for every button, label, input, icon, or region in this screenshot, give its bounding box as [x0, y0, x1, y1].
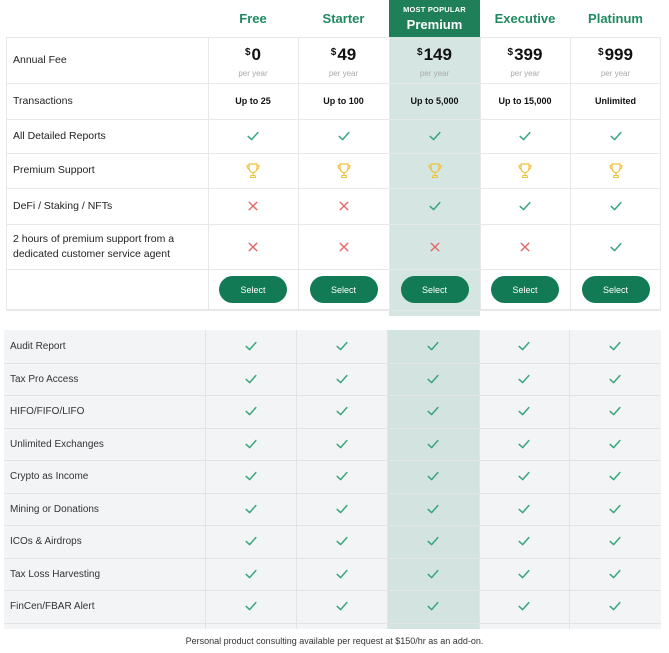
price-amount: 999 — [604, 45, 633, 64]
check-icon — [296, 363, 387, 396]
check-icon — [296, 558, 387, 591]
select-cell — [480, 269, 570, 310]
currency-symbol: $ — [417, 47, 423, 58]
check-icon — [480, 188, 570, 224]
plan-name: Platinum — [588, 11, 643, 26]
price-amount: 149 — [423, 45, 452, 64]
check-icon — [479, 525, 569, 558]
cross-icon — [208, 224, 298, 269]
select-cell — [298, 269, 389, 310]
price-period: per year — [600, 69, 631, 78]
check-icon — [569, 460, 661, 493]
check-icon — [570, 188, 661, 224]
row-divider — [4, 623, 661, 624]
trophy-icon — [298, 153, 389, 188]
feature-label: HIFO/FIFO/LIFO — [10, 405, 85, 417]
plan-header-starter — [298, 0, 389, 37]
check-icon — [479, 330, 569, 363]
check-icon — [205, 558, 296, 591]
check-icon — [205, 330, 296, 363]
select-cell — [570, 269, 661, 310]
trophy-icon — [208, 153, 298, 188]
check-icon — [205, 525, 296, 558]
plan-name: Executive — [494, 11, 556, 26]
annual-fee-cell — [389, 40, 480, 83]
check-icon — [569, 525, 661, 558]
check-icon — [569, 330, 661, 363]
footer-note: Personal product consulting available per request at $150/hr as an add-on. — [185, 636, 484, 646]
transactions-value: Up to 25 — [235, 96, 271, 106]
check-icon — [387, 558, 479, 591]
feature-label: Unlimited Exchanges — [10, 438, 104, 450]
check-icon — [296, 460, 387, 493]
check-icon — [479, 493, 569, 526]
check-icon — [569, 590, 661, 623]
currency-symbol: $ — [244, 47, 251, 58]
trophy-icon — [480, 153, 570, 188]
price-amount: 0 — [251, 45, 262, 64]
plan-header-platinum — [570, 0, 661, 37]
check-icon — [570, 119, 661, 153]
transactions-value: Unlimited — [594, 96, 636, 106]
feature-label: Tax Loss Harvesting — [10, 568, 101, 580]
cross-icon — [298, 188, 389, 224]
check-icon — [387, 428, 479, 461]
cross-icon — [480, 224, 570, 269]
check-icon — [296, 525, 387, 558]
plan-header-free — [208, 0, 298, 37]
check-icon — [569, 558, 661, 591]
feature-label: Audit Report — [10, 340, 66, 352]
price-period: per year — [328, 69, 359, 78]
price-period: per year — [419, 69, 450, 78]
currency-symbol: $ — [330, 47, 337, 58]
check-icon — [296, 428, 387, 461]
select-platinum-button[interactable]: Select — [582, 276, 650, 303]
price-amount: 399 — [514, 45, 543, 64]
check-icon — [296, 493, 387, 526]
price — [417, 45, 452, 65]
check-icon — [479, 363, 569, 396]
transactions-cell — [570, 83, 661, 119]
check-icon — [569, 395, 661, 428]
row-label-hours-support: 2 hours of premium support from a dedicated customer service agent — [13, 232, 175, 260]
check-icon — [387, 363, 479, 396]
select-starter-button[interactable]: Select — [310, 276, 378, 303]
price-period: per year — [510, 69, 540, 78]
feature-label: Crypto as Income — [10, 470, 89, 482]
check-icon — [569, 428, 661, 461]
transactions-value: Up to 100 — [323, 96, 364, 106]
check-icon — [205, 428, 296, 461]
row-label-transactions: Transactions — [13, 94, 73, 107]
row-divider — [6, 310, 661, 311]
feature-label: ICOs & Airdrops — [10, 535, 82, 547]
select-cell — [389, 269, 480, 310]
check-icon — [479, 590, 569, 623]
plan-name: Starter — [322, 11, 365, 26]
check-icon — [480, 119, 570, 153]
plan-header-premium — [389, 0, 480, 37]
row-label-reports: All Detailed Reports — [13, 129, 106, 142]
check-icon — [387, 395, 479, 428]
select-executive-button[interactable]: Select — [491, 276, 559, 303]
check-icon — [387, 330, 479, 363]
transactions-cell — [389, 83, 480, 119]
price-amount: 49 — [337, 45, 357, 64]
check-icon — [205, 363, 296, 396]
transactions-cell — [480, 83, 570, 119]
check-icon — [205, 460, 296, 493]
feature-label: Tax Pro Access — [10, 373, 79, 385]
check-icon — [479, 395, 569, 428]
cross-icon — [298, 224, 389, 269]
check-icon — [296, 590, 387, 623]
feature-label: FinCen/FBAR Alert — [10, 600, 95, 612]
check-icon — [569, 493, 661, 526]
transactions-value: Up to 5,000 — [410, 96, 459, 106]
price — [331, 45, 356, 65]
transactions-value: Up to 15,000 — [498, 96, 552, 106]
cross-icon — [389, 224, 480, 269]
annual-fee-cell — [480, 40, 570, 83]
price — [598, 45, 633, 65]
plan-header-executive — [480, 0, 570, 37]
cross-icon — [208, 188, 298, 224]
row-label-premium-support: Premium Support — [13, 164, 95, 176]
trophy-icon — [570, 153, 661, 188]
currency-symbol: $ — [598, 47, 604, 58]
check-icon — [205, 590, 296, 623]
price — [245, 45, 261, 65]
transactions-cell — [298, 83, 389, 119]
row-label-annual-fee: Annual Fee — [13, 53, 67, 66]
transactions-cell — [208, 83, 298, 119]
check-icon — [387, 525, 479, 558]
check-icon — [205, 493, 296, 526]
trophy-icon — [389, 153, 480, 188]
price — [508, 45, 543, 65]
row-label-defi: DeFi / Staking / NFTs — [13, 199, 113, 212]
select-premium-button[interactable]: Select — [401, 276, 469, 303]
select-free-button[interactable]: Select — [219, 276, 287, 303]
check-icon — [296, 330, 387, 363]
check-icon — [389, 188, 480, 224]
feature-label: Mining or Donations — [10, 503, 99, 515]
check-icon — [389, 119, 480, 153]
check-icon — [208, 119, 298, 153]
check-icon — [387, 493, 479, 526]
plan-name: Premium — [406, 17, 463, 32]
annual-fee-cell — [298, 40, 389, 83]
select-cell — [208, 269, 298, 310]
check-icon — [387, 590, 479, 623]
most-popular-badge: MOST POPULAR — [403, 5, 466, 14]
check-icon — [298, 119, 389, 153]
check-icon — [479, 558, 569, 591]
check-icon — [479, 460, 569, 493]
annual-fee-cell — [208, 40, 298, 83]
check-icon — [205, 395, 296, 428]
check-icon — [479, 428, 569, 461]
section-gap — [0, 316, 669, 330]
annual-fee-cell — [570, 40, 661, 83]
currency-symbol: $ — [507, 47, 514, 58]
check-icon — [387, 460, 479, 493]
check-icon — [570, 224, 661, 269]
check-icon — [296, 395, 387, 428]
plan-name: Free — [239, 11, 267, 26]
price-period: per year — [238, 69, 268, 78]
check-icon — [569, 363, 661, 396]
